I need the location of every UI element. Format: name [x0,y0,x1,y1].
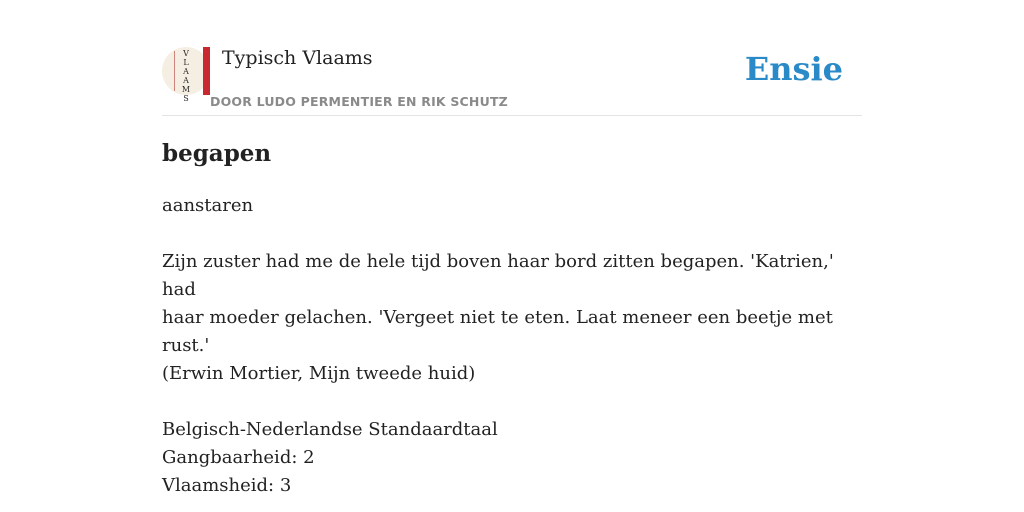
logo-letters [181,49,191,103]
entry-vlaamsheid: Vlaamsheid: 3 [162,475,292,496]
entry-content [162,138,862,500]
logo-letter: A [183,76,189,85]
logo-letter: M [181,85,191,94]
logo-letter: S [183,94,189,103]
entry-gangbaarheid: Gangbaarheid: 2 [162,447,315,468]
entry-definition: aanstaren [162,195,254,216]
book-authors: DOOR LUDO PERMENTIER EN RIK SCHUTZ [210,94,508,109]
example-source: (Erwin Mortier, Mijn tweede huid) [162,363,476,384]
example-line: Zijn zuster had me de hele tijd boven haar bord zitten begapen. 'Katrien,' had [162,251,834,300]
book-title[interactable]: Typisch Vlaams [222,47,373,69]
book-cover-icon[interactable] [162,47,210,103]
entry-language: Belgisch-Nederlandse Standaardtaal [162,419,498,440]
entry-example [162,248,862,388]
entry-meta [162,416,862,500]
brand-logo[interactable]: Ensie [744,50,843,88]
site-header [162,44,862,116]
logo-stripe [203,47,210,95]
logo-letter: V [183,49,189,58]
logo-letter: L [183,58,189,67]
example-line: haar moeder gelachen. 'Vergeet niet te eten. Laat meneer een beetje met rust.' [162,307,833,356]
logo-letter: A [183,67,189,76]
entry-word: begapen [162,140,272,167]
logo-line [174,51,175,91]
